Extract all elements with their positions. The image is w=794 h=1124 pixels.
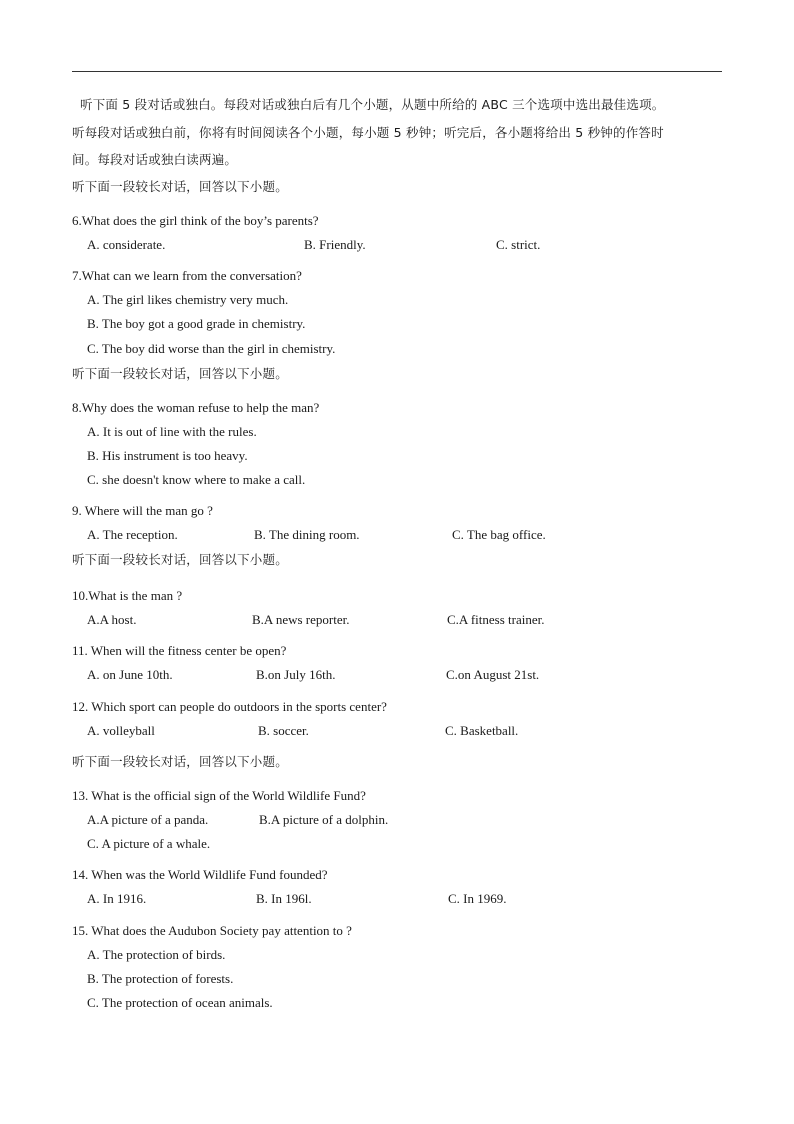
option-c: C. The boy did worse than the girl in chemistry. <box>87 341 336 356</box>
option-a: A. The protection of birds. <box>87 947 226 962</box>
option-c: C. The bag office. <box>452 527 546 542</box>
section-note: 听下面一段较长对话，回答以下小题。 <box>72 754 288 769</box>
question-stem: 11. When will the fitness center be open? <box>72 643 287 658</box>
option-b: B. The boy got a good grade in chemistry. <box>87 316 306 331</box>
question-stem: 9. Where will the man go ? <box>72 503 213 518</box>
question-stem: 8.Why does the woman refuse to help the man? <box>72 400 320 415</box>
option-a: A. considerate. <box>87 237 166 252</box>
option-b: B. The protection of forests. <box>87 971 234 986</box>
question-stem: 14. When was the World Wildlife Fund founded? <box>72 867 328 882</box>
section-note: 听下面一段较长对话，回答以下小题。 <box>72 366 288 381</box>
option-b: B.A picture of a dolphin. <box>259 812 389 827</box>
option-c: C. strict. <box>496 237 541 252</box>
option-b: B. His instrument is too heavy. <box>87 448 248 463</box>
option-b: B. The dining room. <box>254 527 360 542</box>
question-stem: 15. What does the Audubon Society pay attention to ? <box>72 923 352 938</box>
option-a: A. volleyball <box>87 723 155 738</box>
question-stem: 7.What can we learn from the conversation? <box>72 268 302 283</box>
section-note: 听下面一段较长对话，回答以下小题。 <box>72 552 288 567</box>
option-b: B.on July 16th. <box>256 667 336 682</box>
option-a: A. on June 10th. <box>87 667 173 682</box>
section-note: 听下面一段较长对话，回答以下小题。 <box>72 179 288 194</box>
instruction-line-1: 听下面 5 段对话或独白。每段对话或独白后有几个小题，从题中所给的 ABC 三个选项中选出最佳选项。 <box>80 97 665 112</box>
question-stem: 10.What is the man ? <box>72 588 183 603</box>
option-a: A.A picture of a panda. <box>87 812 209 827</box>
option-a: A. In 1916. <box>87 891 147 906</box>
option-c: C. Basketball. <box>445 723 519 738</box>
option-b: B. Friendly. <box>304 237 366 252</box>
option-b: B. In 196l. <box>256 891 312 906</box>
header-rule <box>72 71 722 72</box>
option-a: A. The girl likes chemistry very much. <box>87 292 289 307</box>
option-a: A.A host. <box>87 612 137 627</box>
option-c: C. The protection of ocean animals. <box>87 995 273 1010</box>
option-b: B.A news reporter. <box>252 612 350 627</box>
instruction-line-2: 听每段对话或独白前，你将有时间阅读各个小题，每小题 5 秒钟；听完后，各小题将给出 5 秒钟的作答时 <box>72 125 664 140</box>
option-c: C. A picture of a whale. <box>87 836 211 851</box>
option-a: A. It is out of line with the rules. <box>87 424 257 439</box>
option-a: A. The reception. <box>87 527 178 542</box>
option-c: C.A fitness trainer. <box>447 612 545 627</box>
question-stem: 6.What does the girl think of the boy’s parents? <box>72 213 319 228</box>
option-c: C. she doesn't know where to make a call. <box>87 472 306 487</box>
option-c: C. In 1969. <box>448 891 507 906</box>
question-stem: 13. What is the official sign of the World Wildlife Fund? <box>72 788 366 803</box>
option-c: C.on August 21st. <box>446 667 540 682</box>
question-stem: 12. Which sport can people do outdoors in the sports center? <box>72 699 387 714</box>
option-b: B. soccer. <box>258 723 309 738</box>
instruction-line-3: 间。每段对话或独白读两遍。 <box>72 152 238 167</box>
